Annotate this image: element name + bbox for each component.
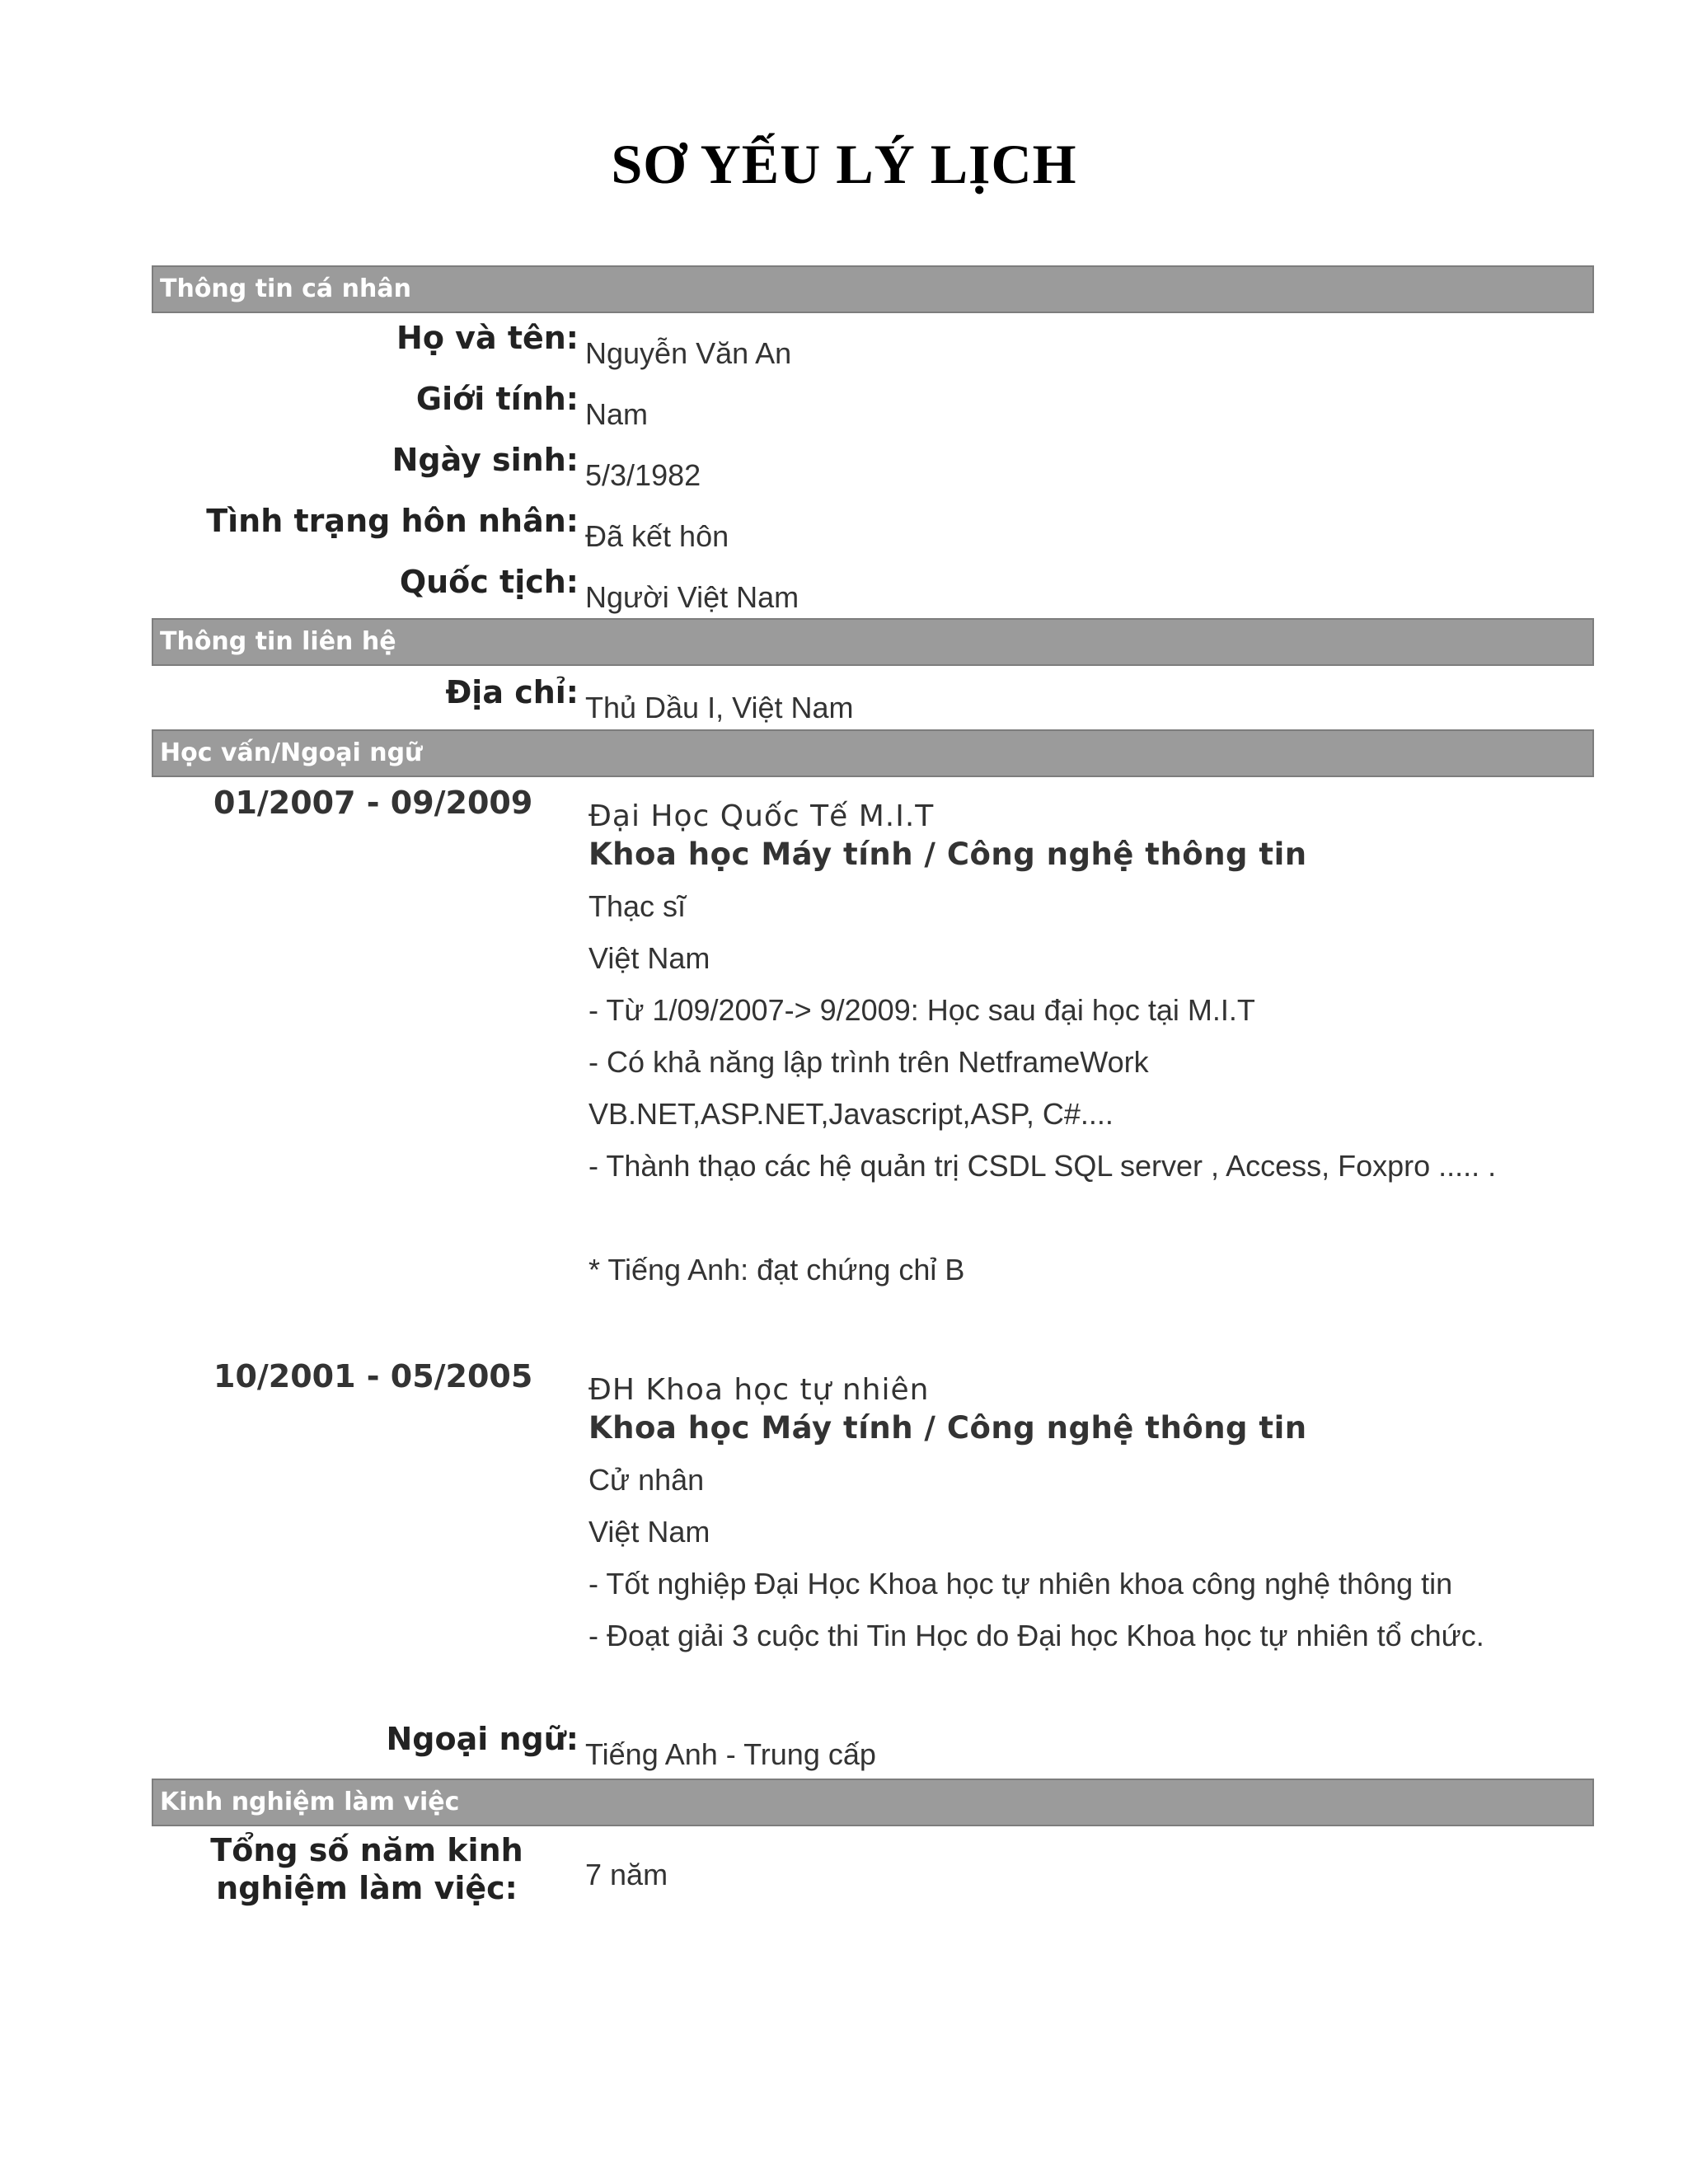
total-experience-label-line2: nghiệm làm việc:: [216, 1870, 518, 1906]
education-detail-line: - Có khả năng lập trình trên NetframeWork: [588, 1045, 1149, 1079]
section-header-personal: Thông tin cá nhân: [152, 265, 1594, 313]
foreign-language-value: Tiếng Anh - Trung cấp: [585, 1737, 876, 1771]
education-detail-line: VB.NET,ASP.NET,Javascript,ASP, C#....: [588, 1097, 1114, 1131]
degree-text: Thạc sĩ: [588, 889, 687, 923]
section-header-education: Học vấn/Ngoại ngữ: [152, 729, 1594, 777]
nationality-value: Người Việt Nam: [585, 580, 799, 614]
major-name: Khoa học Máy tính / Công nghệ thông tin: [588, 1410, 1307, 1446]
address-label: Địa chỉ:: [445, 674, 579, 710]
country-text: Việt Nam: [588, 941, 710, 975]
education-period: 01/2007 - 09/2009: [213, 785, 533, 821]
school-name: Đại Học Quốc Tế M.I.T: [588, 799, 935, 833]
marital-status-label: Tình trạng hôn nhân:: [206, 503, 579, 539]
section-header-experience: Kinh nghiệm làm việc: [152, 1779, 1594, 1826]
education-detail-line: - Đoạt giải 3 cuộc thi Tin Học do Đại học Khoa học tự nhiên tổ chức.: [588, 1619, 1484, 1652]
education-detail-line: - Thành thạo các hệ quản trị CSDL SQL server , Access, Foxpro ..... .: [588, 1149, 1497, 1183]
education-detail-line: - Tốt nghiệp Đại Học Khoa học tự nhiên khoa công nghệ thông tin: [588, 1567, 1453, 1601]
degree-text: Cử nhân: [588, 1463, 705, 1497]
education-entry: [588, 798, 1578, 1296]
name-label: Họ và tên:: [396, 320, 579, 356]
gender-value: Nam: [585, 397, 649, 431]
education-period: 10/2001 - 05/2005: [213, 1358, 533, 1394]
major-name: Khoa học Máy tính / Công nghệ thông tin: [588, 837, 1307, 872]
dob-value: 5/3/1982: [585, 458, 701, 492]
marital-status-value: Đã kết hôn: [585, 519, 729, 553]
country-text: Việt Nam: [588, 1515, 710, 1549]
school-name: ĐH Khoa học tự nhiên: [588, 1373, 930, 1407]
blank-line: [588, 1192, 1578, 1244]
total-experience-label: [165, 1831, 569, 1907]
name-value: Nguyễn Văn An: [585, 336, 792, 370]
dob-label: Ngày sinh:: [392, 442, 579, 478]
education-entry: [588, 1371, 1578, 1661]
total-experience-value: 7 năm: [585, 1858, 668, 1891]
section-header-contact: Thông tin liên hệ: [152, 618, 1594, 666]
education-detail-line: * Tiếng Anh: đạt chứng chỉ B: [588, 1253, 965, 1286]
address-value: Thủ Dầu I, Việt Nam: [585, 691, 854, 724]
nationality-label: Quốc tịch:: [399, 564, 579, 600]
education-detail-line: - Từ 1/09/2007-> 9/2009: Học sau đại học tại M.I.T: [588, 993, 1255, 1027]
foreign-language-label: Ngoại ngữ:: [386, 1721, 579, 1757]
page-title: SƠ YẾU LÝ LỊCH: [611, 133, 1077, 195]
gender-label: Giới tính:: [415, 381, 579, 417]
total-experience-label-line1: Tổng số năm kinh: [210, 1832, 523, 1868]
